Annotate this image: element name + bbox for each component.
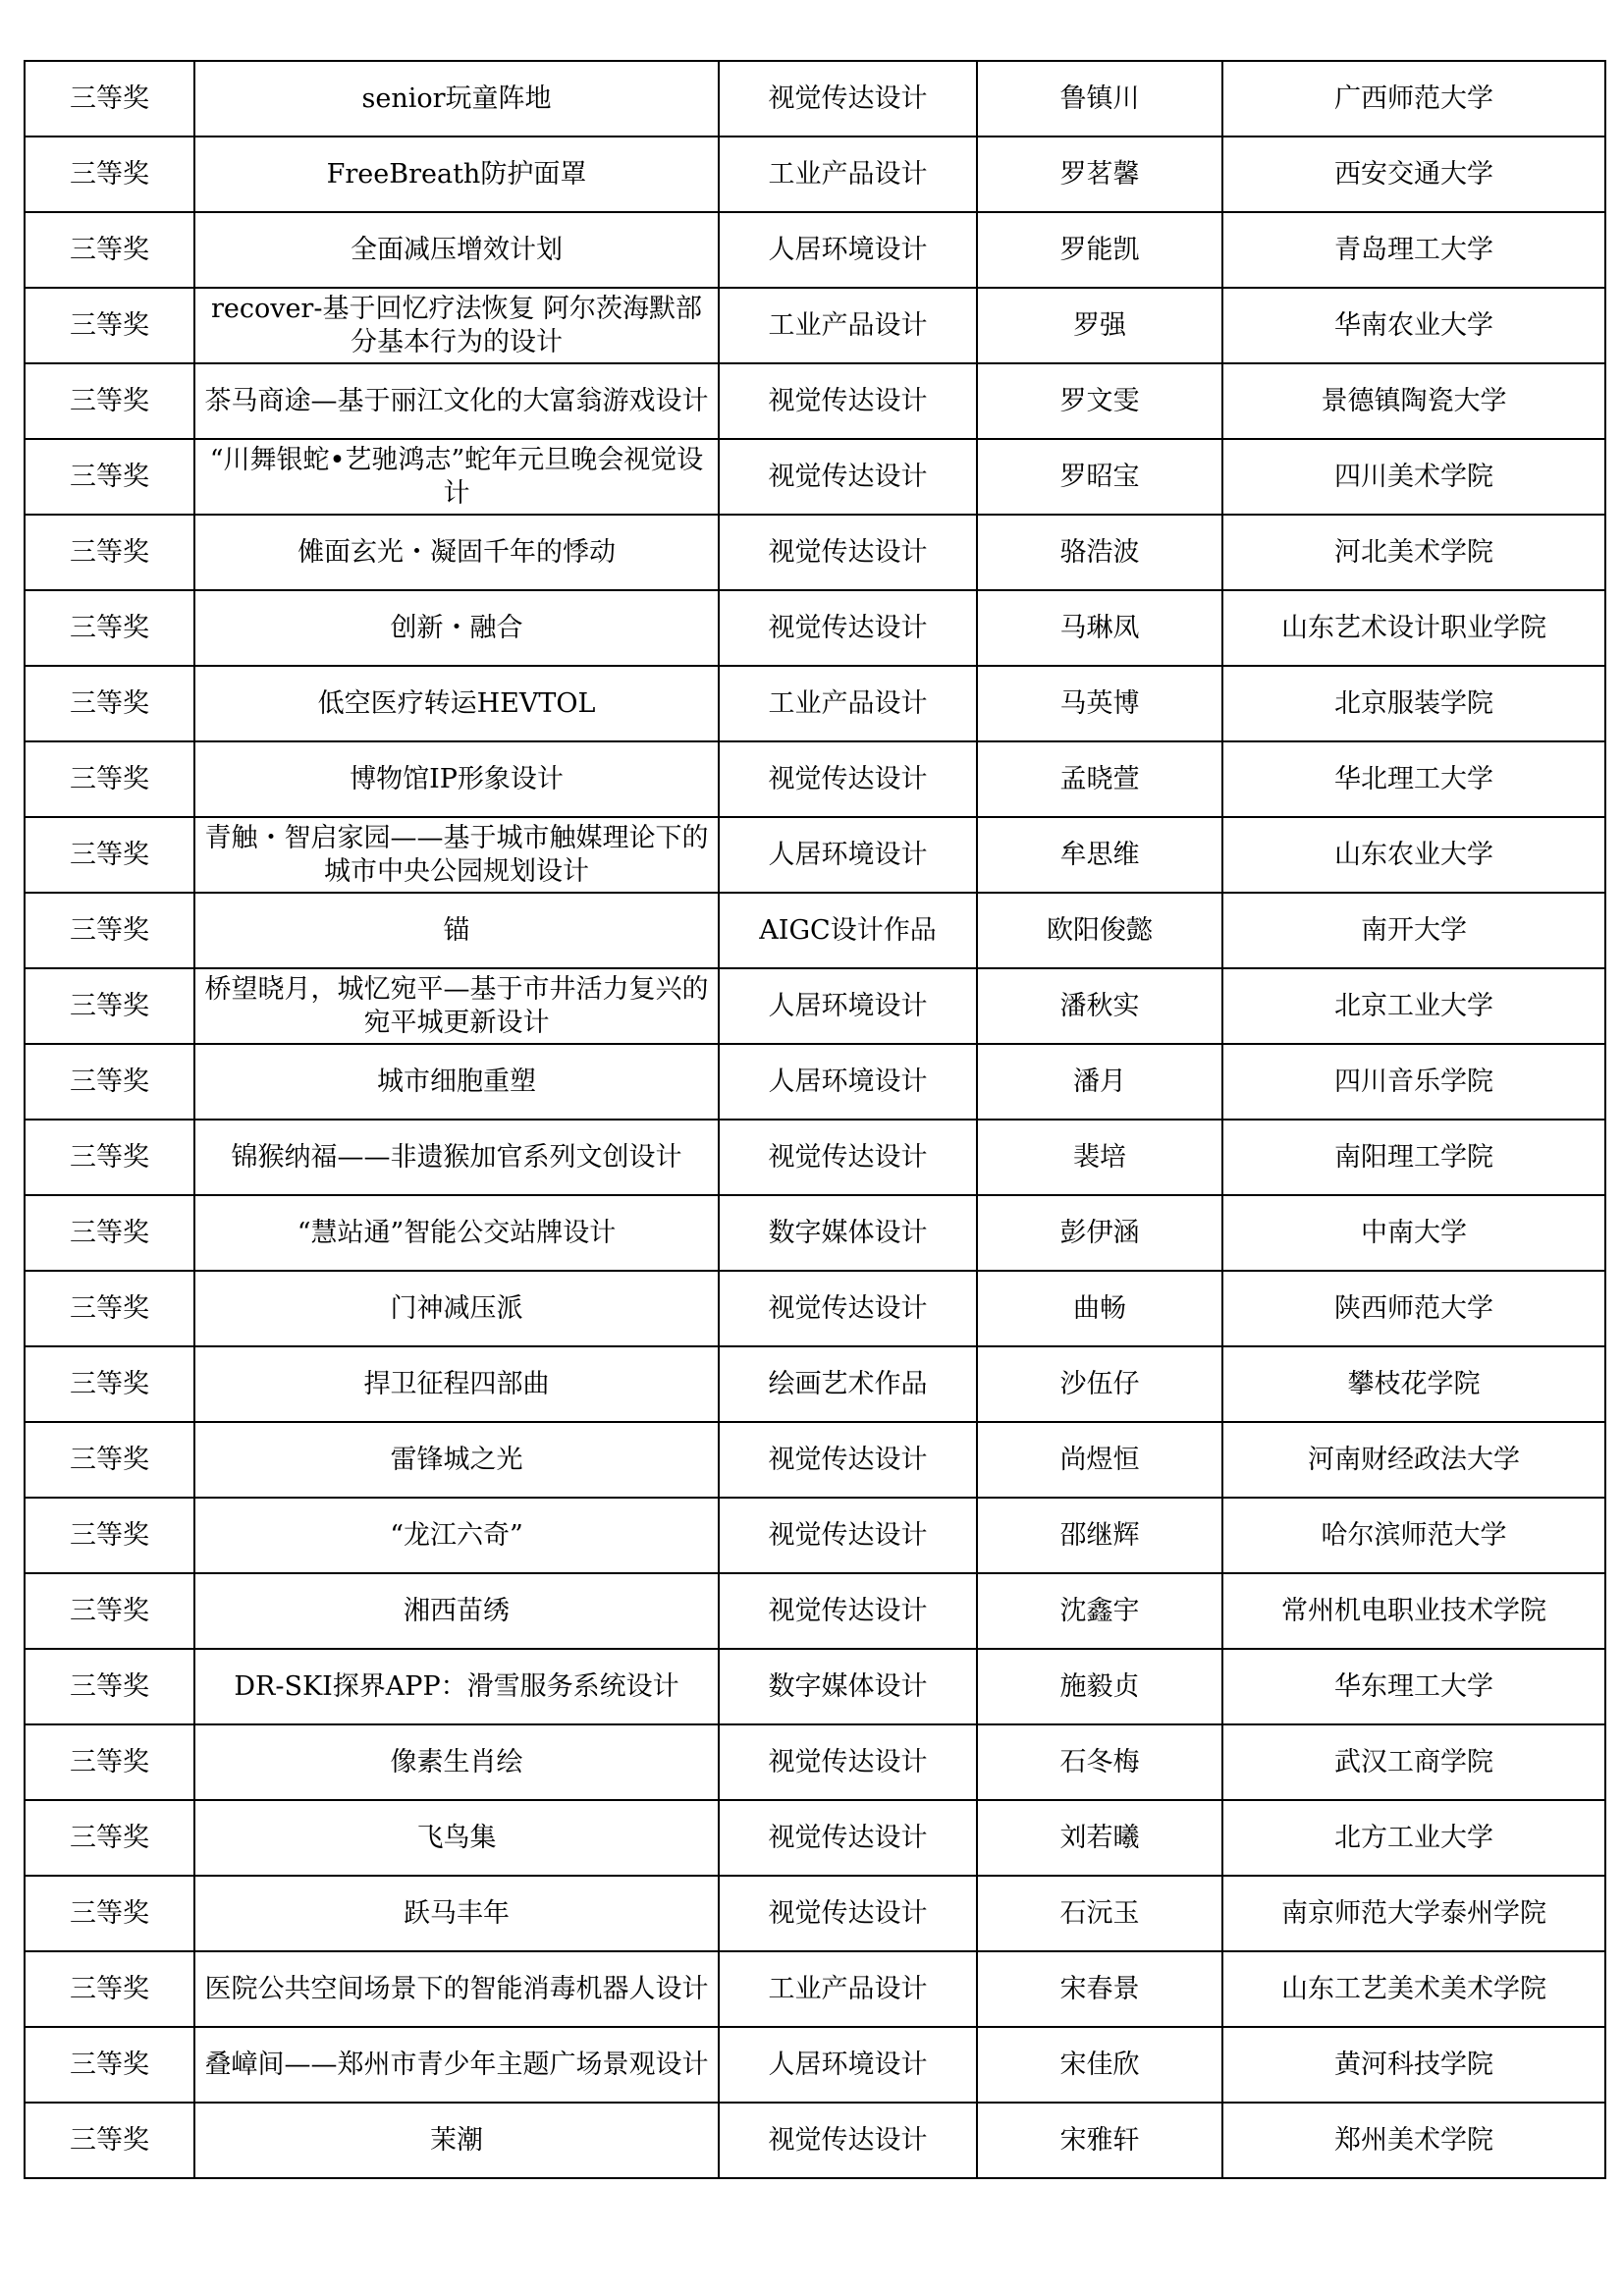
school-cell: 四川美术学院 [1222, 439, 1605, 515]
category-cell: 人居环境设计 [719, 968, 977, 1044]
table-row [25, 666, 1605, 741]
name-cell: 石沅玉 [977, 1876, 1222, 1951]
school-cell: 北京服装学院 [1222, 666, 1605, 741]
category-cell: AIGC设计作品 [719, 893, 977, 968]
table-row [25, 893, 1605, 968]
name-cell: 裴培 [977, 1120, 1222, 1195]
award-cell: 三等奖 [25, 1649, 194, 1724]
title-cell: FreeBreath防护面罩 [194, 137, 719, 212]
name-cell: 骆浩波 [977, 515, 1222, 590]
school-cell: 华东理工大学 [1222, 1649, 1605, 1724]
category-cell: 视觉传达设计 [719, 1573, 977, 1649]
award-cell: 三等奖 [25, 1195, 194, 1271]
name-cell: 罗茗馨 [977, 137, 1222, 212]
title-cell: 傩面玄光・凝固千年的悸动 [194, 515, 719, 590]
name-cell: 尚煜恒 [977, 1422, 1222, 1498]
award-cell: 三等奖 [25, 1724, 194, 1800]
table-row [25, 590, 1605, 666]
award-cell: 三等奖 [25, 741, 194, 817]
category-cell: 视觉传达设计 [719, 1876, 977, 1951]
school-cell: 河南财经政法大学 [1222, 1422, 1605, 1498]
title-cell: 飞鸟集 [194, 1800, 719, 1876]
school-cell: 华北理工大学 [1222, 741, 1605, 817]
table-row [25, 1422, 1605, 1498]
award-cell: 三等奖 [25, 61, 194, 137]
table-row [25, 1724, 1605, 1800]
name-cell: 孟晓萱 [977, 741, 1222, 817]
table-row [25, 1649, 1605, 1724]
award-cell: 三等奖 [25, 590, 194, 666]
award-cell: 三等奖 [25, 1120, 194, 1195]
category-cell: 视觉传达设计 [719, 2103, 977, 2178]
title-cell: “慧站通”智能公交站牌设计 [194, 1195, 719, 1271]
title-cell: 城市细胞重塑 [194, 1044, 719, 1120]
award-cell: 三等奖 [25, 1573, 194, 1649]
category-cell: 视觉传达设计 [719, 590, 977, 666]
award-cell: 三等奖 [25, 893, 194, 968]
category-cell: 工业产品设计 [719, 137, 977, 212]
school-cell: 青岛理工大学 [1222, 212, 1605, 288]
award-cell: 三等奖 [25, 1951, 194, 2027]
school-cell: 景德镇陶瓷大学 [1222, 363, 1605, 439]
title-cell: 湘西苗绣 [194, 1573, 719, 1649]
name-cell: 罗昭宝 [977, 439, 1222, 515]
title-cell: 捍卫征程四部曲 [194, 1346, 719, 1422]
school-cell: 山东工艺美术美术学院 [1222, 1951, 1605, 2027]
name-cell: 邵继辉 [977, 1498, 1222, 1573]
category-cell: 视觉传达设计 [719, 1422, 977, 1498]
school-cell: 南开大学 [1222, 893, 1605, 968]
title-cell: DR-SKI探界APP：滑雪服务系统设计 [194, 1649, 719, 1724]
name-cell: 施毅贞 [977, 1649, 1222, 1724]
award-cell: 三等奖 [25, 817, 194, 893]
table-row [25, 363, 1605, 439]
table-row [25, 2027, 1605, 2103]
school-cell: 山东农业大学 [1222, 817, 1605, 893]
table-row [25, 1271, 1605, 1346]
table-row [25, 1120, 1605, 1195]
school-cell: 常州机电职业技术学院 [1222, 1573, 1605, 1649]
title-cell: 茉潮 [194, 2103, 719, 2178]
school-cell: 北方工业大学 [1222, 1800, 1605, 1876]
table-row [25, 61, 1605, 137]
title-cell: 博物馆IP形象设计 [194, 741, 719, 817]
school-cell: 南京师范大学泰州学院 [1222, 1876, 1605, 1951]
category-cell: 人居环境设计 [719, 817, 977, 893]
award-cell: 三等奖 [25, 1422, 194, 1498]
school-cell: 河北美术学院 [1222, 515, 1605, 590]
table-row [25, 1195, 1605, 1271]
award-cell: 三等奖 [25, 1498, 194, 1573]
school-cell: 南阳理工学院 [1222, 1120, 1605, 1195]
award-cell: 三等奖 [25, 515, 194, 590]
school-cell: 武汉工商学院 [1222, 1724, 1605, 1800]
name-cell: 马琳凤 [977, 590, 1222, 666]
award-cell: 三等奖 [25, 1876, 194, 1951]
category-cell: 工业产品设计 [719, 1951, 977, 2027]
name-cell: 宋雅轩 [977, 2103, 1222, 2178]
school-cell: 攀枝花学院 [1222, 1346, 1605, 1422]
table-row [25, 212, 1605, 288]
award-cell: 三等奖 [25, 1346, 194, 1422]
title-cell: 茶马商途—基于丽江文化的大富翁游戏设计 [194, 363, 719, 439]
name-cell: 刘若曦 [977, 1800, 1222, 1876]
name-cell: 潘月 [977, 1044, 1222, 1120]
category-cell: 视觉传达设计 [719, 1120, 977, 1195]
school-cell: 陕西师范大学 [1222, 1271, 1605, 1346]
title-cell: “川舞银蛇•艺驰鸿志”蛇年元旦晚会视觉设计 [194, 439, 719, 515]
table-row [25, 1951, 1605, 2027]
table-row [25, 1044, 1605, 1120]
title-cell: 青触・智启家园——基于城市触媒理论下的城市中央公园规划设计 [194, 817, 719, 893]
category-cell: 工业产品设计 [719, 288, 977, 363]
category-cell: 工业产品设计 [719, 666, 977, 741]
table-row [25, 1876, 1605, 1951]
category-cell: 人居环境设计 [719, 2027, 977, 2103]
name-cell: 宋春景 [977, 1951, 1222, 2027]
title-cell: 叠嶂间——郑州市青少年主题广场景观设计 [194, 2027, 719, 2103]
category-cell: 视觉传达设计 [719, 439, 977, 515]
table-row [25, 515, 1605, 590]
name-cell: 彭伊涵 [977, 1195, 1222, 1271]
name-cell: 罗强 [977, 288, 1222, 363]
name-cell: 马英博 [977, 666, 1222, 741]
category-cell: 人居环境设计 [719, 1044, 977, 1120]
award-cell: 三等奖 [25, 2103, 194, 2178]
title-cell: 桥望晓月，城忆宛平—基于市井活力复兴的宛平城更新设计 [194, 968, 719, 1044]
table-row [25, 1573, 1605, 1649]
category-cell: 视觉传达设计 [719, 1271, 977, 1346]
title-cell: 门神减压派 [194, 1271, 719, 1346]
name-cell: 沈鑫宇 [977, 1573, 1222, 1649]
table-row [25, 741, 1605, 817]
name-cell: 潘秋实 [977, 968, 1222, 1044]
title-cell: 低空医疗转运HEVTOL [194, 666, 719, 741]
category-cell: 视觉传达设计 [719, 61, 977, 137]
award-cell: 三等奖 [25, 1271, 194, 1346]
name-cell: 牟思维 [977, 817, 1222, 893]
school-cell: 广西师范大学 [1222, 61, 1605, 137]
award-table-body [25, 61, 1605, 2178]
table-row [25, 439, 1605, 515]
name-cell: 曲畅 [977, 1271, 1222, 1346]
name-cell: 欧阳俊懿 [977, 893, 1222, 968]
category-cell: 视觉传达设计 [719, 1724, 977, 1800]
award-cell: 三等奖 [25, 2027, 194, 2103]
category-cell: 数字媒体设计 [719, 1649, 977, 1724]
category-cell: 视觉传达设计 [719, 1498, 977, 1573]
table-row [25, 1346, 1605, 1422]
school-cell: 黄河科技学院 [1222, 2027, 1605, 2103]
title-cell: “龙江六奇” [194, 1498, 719, 1573]
school-cell: 中南大学 [1222, 1195, 1605, 1271]
name-cell: 沙伍仔 [977, 1346, 1222, 1422]
category-cell: 数字媒体设计 [719, 1195, 977, 1271]
category-cell: 视觉传达设计 [719, 515, 977, 590]
school-cell: 北京工业大学 [1222, 968, 1605, 1044]
award-cell: 三等奖 [25, 1044, 194, 1120]
category-cell: 视觉传达设计 [719, 1800, 977, 1876]
award-cell: 三等奖 [25, 1800, 194, 1876]
table-row [25, 1498, 1605, 1573]
category-cell: 视觉传达设计 [719, 363, 977, 439]
title-cell: 锚 [194, 893, 719, 968]
table-row [25, 817, 1605, 893]
category-cell: 绘画艺术作品 [719, 1346, 977, 1422]
title-cell: 创新・融合 [194, 590, 719, 666]
award-cell: 三等奖 [25, 363, 194, 439]
name-cell: 鲁镇川 [977, 61, 1222, 137]
title-cell: 医院公共空间场景下的智能消毒机器人设计 [194, 1951, 719, 2027]
table-row [25, 2103, 1605, 2178]
name-cell: 石冬梅 [977, 1724, 1222, 1800]
award-cell: 三等奖 [25, 288, 194, 363]
school-cell: 华南农业大学 [1222, 288, 1605, 363]
title-cell: recover-基于回忆疗法恢复 阿尔茨海默部分基本行为的设计 [194, 288, 719, 363]
name-cell: 罗文雯 [977, 363, 1222, 439]
school-cell: 西安交通大学 [1222, 137, 1605, 212]
title-cell: 像素生肖绘 [194, 1724, 719, 1800]
table-row [25, 968, 1605, 1044]
title-cell: 锦猴纳福——非遗猴加官系列文创设计 [194, 1120, 719, 1195]
title-cell: 全面减压增效计划 [194, 212, 719, 288]
award-cell: 三等奖 [25, 439, 194, 515]
school-cell: 山东艺术设计职业学院 [1222, 590, 1605, 666]
name-cell: 宋佳欣 [977, 2027, 1222, 2103]
title-cell: senior玩童阵地 [194, 61, 719, 137]
name-cell: 罗能凯 [977, 212, 1222, 288]
category-cell: 人居环境设计 [719, 212, 977, 288]
title-cell: 跃马丰年 [194, 1876, 719, 1951]
award-cell: 三等奖 [25, 968, 194, 1044]
school-cell: 四川音乐学院 [1222, 1044, 1605, 1120]
school-cell: 哈尔滨师范大学 [1222, 1498, 1605, 1573]
table-row [25, 288, 1605, 363]
category-cell: 视觉传达设计 [719, 741, 977, 817]
title-cell: 雷锋城之光 [194, 1422, 719, 1498]
award-cell: 三等奖 [25, 137, 194, 212]
award-table [24, 60, 1606, 2179]
table-row [25, 137, 1605, 212]
school-cell: 郑州美术学院 [1222, 2103, 1605, 2178]
award-cell: 三等奖 [25, 212, 194, 288]
table-row [25, 1800, 1605, 1876]
award-cell: 三等奖 [25, 666, 194, 741]
